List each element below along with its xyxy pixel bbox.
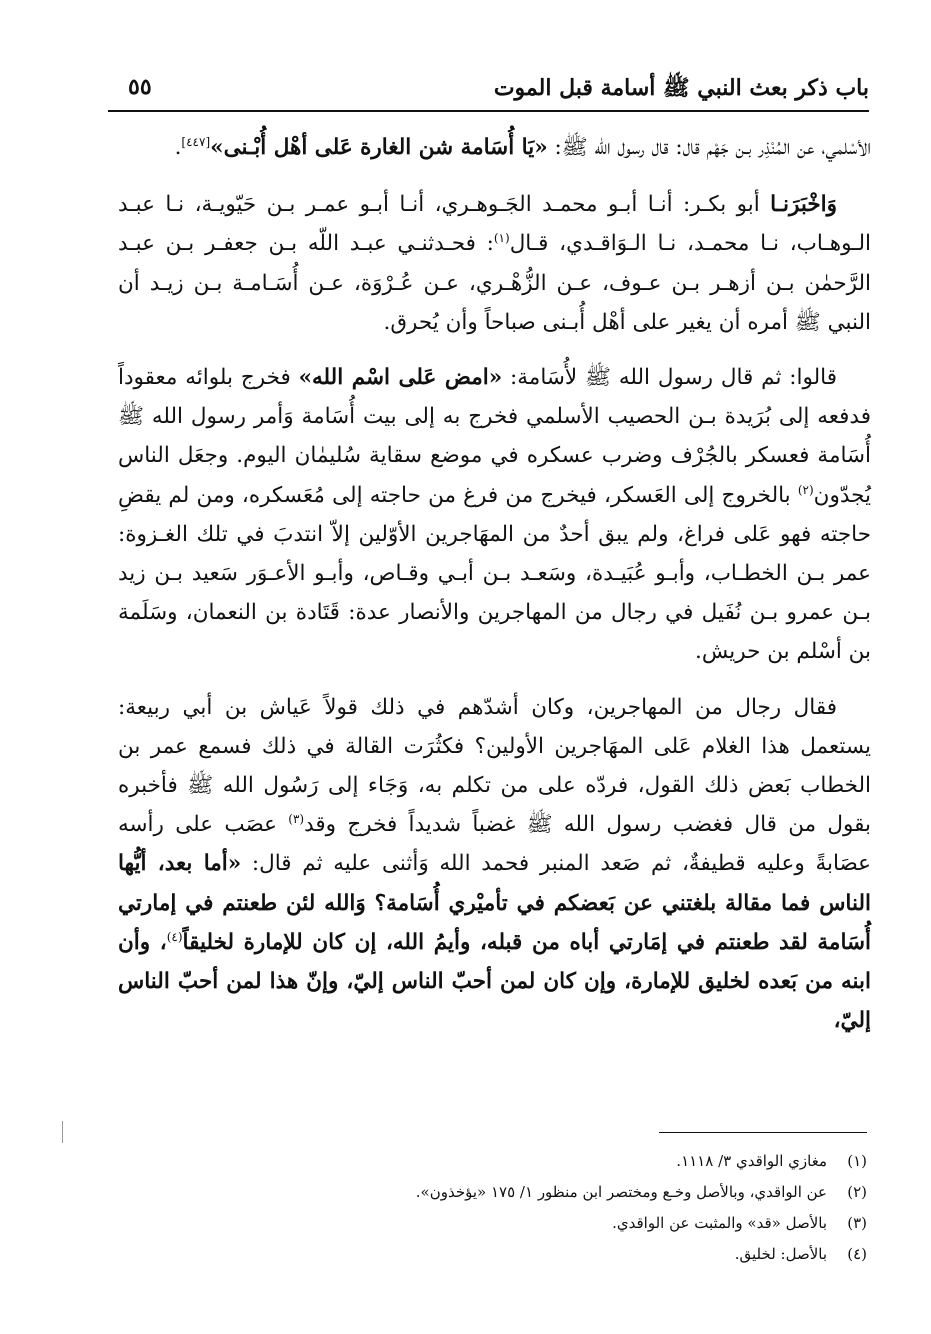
- hadith-quote-1: «يَا أُسَامة شن الغارة عَلى أهْل أُبْـنى»: [210, 135, 548, 160]
- footnote-divider: [659, 1132, 867, 1133]
- footnote-item: [118, 1239, 867, 1270]
- footnote-number: (٣): [847, 1214, 867, 1232]
- header-divider: [108, 110, 869, 112]
- paragraph-4-text-a: فقال رجال من المهاجرين، وكان أشدّهم في ذلك قولاً عَياش بن أبي ربيعة: يستعمل هذا الغلام عَلى المهَاجرين الأولين؟ فكثُرَت القالة في ذلك فسمع عمر بن الخطاب بَعض ذلك القول، فردّه على من تكلم به، وَجَاء إلى رَسُول الله ﷺ فأخبره بقول من قال فغضب رسول الله ﷺ غضباً شديداً فخرج وقد: [118, 694, 872, 838]
- footnotes: [118, 1146, 867, 1270]
- footnote-marker-1: (١): [493, 231, 510, 246]
- margin-mark: [62, 1121, 63, 1143]
- footnote-text: بالأصل: لخليق.: [734, 1245, 827, 1263]
- hadith-quote-3-end: ، وأن ابنه من بَعده لخليق للإمارة، وإن كان لمن أحبّ الناس إليّ، وإنّ هذا لمن أحبّ الناس إليّ،: [118, 929, 871, 1034]
- paragraph-1-end: .: [174, 135, 182, 160]
- footnote-number: (٤): [847, 1245, 867, 1263]
- footnote-marker-4: (٤): [166, 929, 183, 944]
- running-title: باب ذكر بعث النبي ﷺ أسامة قبل الموت: [493, 75, 869, 101]
- footnote-text: بالأصل «قد» والمثبت عن الواقدي.: [612, 1214, 827, 1232]
- page-number: ٥٥: [128, 74, 152, 100]
- footnote-text: عن الواقدي، وبالأصل وخـع ومختصر ابن منظور ١/ ١٧٥ «يؤخذون».: [415, 1183, 827, 1201]
- paragraph-3-text-c: بالخروج إلى العَسكر، فيخرج من فرغ من حاجته إلى مُعَسكره، ومن لم يقضِ حاجته فهو عَلى فراغ، ولم يبق أحدٌ من المهَاجرين الأوّلين إلاّ انتدبَ في تلك الغـزوة: عمر بـن الخطـاب، وأبـو عُبَيـدة، وسَعـد بـن أبـي وقـاص، وأبـو الأعـوَر سَعيد بـن زيد بـن عمرو بـن نُفَيل في رجال من المهاجرين والأنصار عدة: قَتَادة بن النعمان، وسَلَمة بن أسْلم بن حريش.: [118, 482, 871, 665]
- paragraph-3: [118, 358, 871, 672]
- paragraph-1-text: الأسْلمي، عن المُنْذِر بـن جَهْم قال: قال رسول الله ﷺ:: [547, 135, 871, 160]
- footnote-item: [118, 1146, 867, 1177]
- paragraph-3-text-b: فخرج بلوائه معقوداً فدفعه إلى بُرَيدة بـن الحصيب الأسلمي فخرج به إلى بيت أُسَامة وَأمر رسول الله ﷺ أُسَامة فعسكر بالجُرْف وضرب عسكره في موضع سقاية سُليمٰان اليوم. وجعَل الناس يُجدّون: [118, 365, 871, 508]
- footnote-number: (٢): [847, 1183, 867, 1201]
- paragraph-4-text-b: عصَب على رأسه عصَابةً وعليه قطيفةٌ، ثم صَعد المنبر فحمد الله وَأثنى عليه ثم قال:: [118, 812, 871, 877]
- paragraph-2-text-b: : فحـدثنـي عبـد اللّه بـن جعفـر بـن عبـد الرَّحمٰن بـن أزهـر بـن عـوف، عـن الزُّهْـري، عـن عُـرْوَة، عـن أُسَـامـة بـن زيـد أن النبي ﷺ أمره أن يغير على أهْل أُبـنى صباحاً وأن يُحرق.: [118, 231, 871, 335]
- footnote-item: [118, 1177, 867, 1208]
- main-text: [118, 128, 871, 1056]
- hadith-quote-3: «أما بعد، أيُّها الناس فما مقالة بلغتني عن بَعضكم في تأميْري أُسَامة؟ وَالله لئن طعنتم في إمارتي أُسَامة لقد طعنتم في إمَارتي أباه من قبله، وأيمُ الله، إن كان للإمارة لخليقاً: [118, 851, 871, 955]
- paragraph-2: [118, 185, 871, 342]
- paragraph-1: [118, 128, 871, 167]
- paragraph-2-text-a: أبو بكـر: أنـا أبـو محمـد الجَـوهـري، أنـا أبـو عمـر بـن حَيّويـة، نـا عبـد الـوهـاب، نـا محمـد، نـا الـوَاقـدي، قـال: [118, 192, 872, 257]
- footnote-text: مغازي الواقدي ٣/ ١١١٨.: [676, 1152, 827, 1170]
- hadith-quote-2: «امض عَلى اسْم الله»: [298, 365, 503, 391]
- footnote-marker-2: (٢): [797, 482, 814, 497]
- footnote-item: [118, 1208, 867, 1239]
- paragraph-4: [118, 688, 871, 1041]
- paragraph-3-text-a: قالوا: ثم قال رسول الله ﷺ لأُسَامة:: [502, 365, 838, 391]
- paragraph-2-lead-word: وَاخْبَرَنـا: [770, 192, 837, 218]
- page-header: [108, 68, 869, 108]
- footnote-number: (١): [847, 1152, 867, 1170]
- footnote-marker-3: (٣): [288, 812, 305, 827]
- hadith-reference-number: [٤٤٧]: [181, 134, 211, 149]
